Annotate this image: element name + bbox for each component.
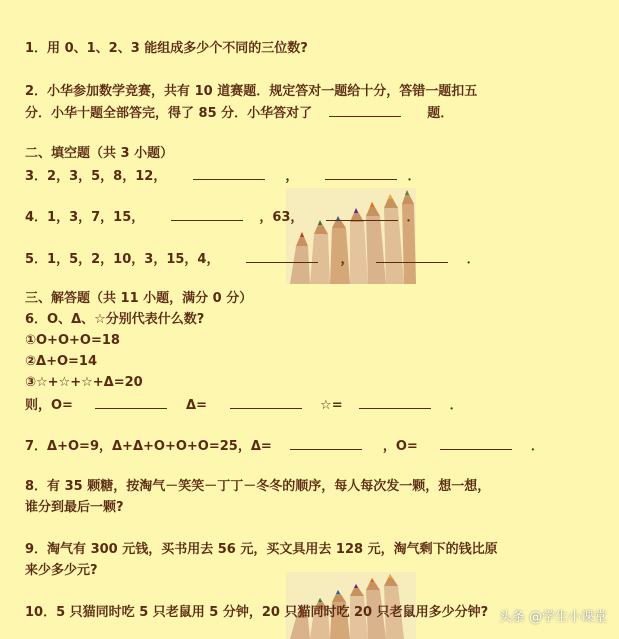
question-6-text: 6．O、Δ、☆分别代表什么数? — [25, 312, 205, 327]
question-5-text-c: ． — [466, 252, 480, 267]
watermark: 头条 @学生小课堂 — [498, 610, 607, 625]
answer-blank[interactable] — [440, 436, 512, 450]
question-2-text-1: 2．小华参加数学竞赛，共有 10 道赛题．规定答对一题给十分，答错一题扣五 — [25, 84, 478, 99]
question-4-text-a: 4．1，3，7，15， — [25, 210, 145, 225]
answer-blank[interactable] — [246, 249, 318, 263]
question-3 — [25, 166, 420, 186]
question-1 — [25, 40, 308, 58]
answer-blank[interactable] — [325, 166, 397, 180]
answer-blank[interactable] — [230, 395, 302, 409]
answer-blank[interactable] — [290, 436, 362, 450]
question-9-text-2: 来少多少元? — [25, 563, 98, 578]
question-7 — [25, 436, 544, 456]
question-6-answers — [25, 395, 463, 415]
question-6-condition-3 — [25, 374, 143, 392]
question-6-answer-c: ☆= — [320, 398, 343, 413]
question-2-line-2 — [25, 103, 453, 123]
question-9-line-1 — [25, 541, 498, 559]
question-8-text-2: 谁分到最后一颗? — [25, 500, 124, 515]
answer-blank[interactable] — [329, 103, 401, 117]
question-6 — [25, 311, 204, 329]
answer-blank[interactable] — [326, 207, 398, 221]
section-heading-solve — [25, 290, 252, 308]
question-6-condition-2 — [25, 353, 97, 371]
section-heading-fill-blank — [25, 145, 173, 163]
question-2-text-2b: 题． — [427, 106, 454, 121]
question-7-text-b: ，O= — [382, 439, 418, 454]
section-3-title: 三、解答题（共 11 小题，满分 0 分） — [25, 291, 253, 306]
question-9-line-2 — [25, 562, 98, 580]
question-6-condition-1-text: ①O+O+O=18 — [25, 333, 120, 348]
question-1-text: 1．用 0、1、2、3 能组成多少个不同的三位数? — [25, 41, 308, 56]
question-6-answer-a: 则，O= — [25, 398, 73, 413]
question-10 — [25, 604, 488, 622]
question-6-answer-d: ． — [449, 398, 463, 413]
question-8-line-2 — [25, 499, 124, 517]
section-2-title: 二、填空题（共 3 小题） — [25, 146, 174, 161]
question-7-text-c: ． — [530, 439, 544, 454]
question-6-condition-2-text: ②Δ+O=14 — [25, 354, 97, 369]
question-4-text-b: ，63， — [259, 210, 304, 225]
pencils-image-top — [286, 188, 416, 284]
question-8-line-1 — [25, 478, 490, 496]
question-5 — [25, 249, 480, 269]
answer-blank[interactable] — [95, 395, 167, 409]
question-3-text-a: 3．2，3，5，8，12， — [25, 169, 167, 184]
question-7-text-a: 7．Δ+O=9，Δ+Δ+O+O+O=25，Δ= — [25, 439, 272, 454]
answer-blank[interactable] — [171, 207, 243, 221]
question-2-line-1 — [25, 83, 477, 101]
question-3-text-b: ， — [285, 169, 299, 184]
question-9-text-1: 9．淘气有 300 元钱，买书用去 56 元，买文具用去 128 元，淘气剩下的钱比原 — [25, 542, 498, 557]
question-5-text-a: 5．1，5，2，10，3，15，4， — [25, 252, 220, 267]
question-5-text-b: ， — [340, 252, 354, 267]
question-6-answer-b: Δ= — [186, 398, 207, 413]
question-3-text-c: ． — [407, 169, 421, 184]
question-8-text-1: 8．有 35 颗糖，按淘气－笑笑－丁丁－冬冬的顺序，每人每次发一颗，想一想， — [25, 479, 491, 494]
question-10-text: 10．5 只猫同时吃 5 只老鼠用 5 分钟，20 只猫同时吃 20 只老鼠用多少分钟? — [25, 605, 489, 620]
question-6-condition-3-text: ③☆+☆+☆+Δ=20 — [25, 375, 143, 390]
answer-blank[interactable] — [359, 395, 431, 409]
answer-blank[interactable] — [193, 166, 265, 180]
question-2-text-2a: 分．小华十题全部答完，得了 85 分．小华答对了 — [25, 106, 313, 121]
answer-blank[interactable] — [376, 249, 448, 263]
question-6-condition-1 — [25, 332, 120, 350]
question-4-text-c: ． — [406, 210, 420, 225]
question-4 — [25, 207, 420, 227]
